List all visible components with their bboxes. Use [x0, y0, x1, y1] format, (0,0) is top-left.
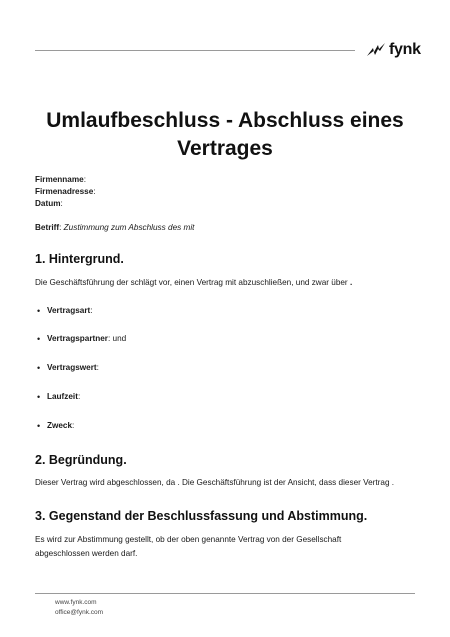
section-heading-justification: 2. Begründung.: [35, 453, 127, 467]
subject-line: [35, 222, 194, 233]
company-address-label: Firmenadresse: [35, 187, 94, 196]
company-meta: [35, 174, 96, 210]
footer-website[interactable]: www.fynk.com: [55, 599, 97, 606]
footer-email[interactable]: office@fynk.com: [55, 609, 104, 616]
list-item-label: Vertragspartner: [47, 334, 108, 343]
list-item-label: Laufzeit: [47, 392, 78, 401]
header-divider: [35, 50, 355, 51]
section-heading-resolution: 3. Gegenstand der Beschlussfassung und Abstimmung.: [35, 509, 368, 523]
footer: [55, 598, 103, 618]
brand-name: fynk: [389, 41, 421, 58]
list-item-label: Vertragsart: [47, 306, 91, 315]
list-item-value: :: [90, 306, 93, 315]
company-name-separator: :: [83, 175, 86, 184]
brand-logo[interactable]: [366, 40, 421, 60]
section-body-justification: Dieser Vertrag wird abgeschlossen, da . Die Geschäftsführung ist der Ansicht, dass dieser Vertrag .: [35, 478, 395, 487]
subject-label: Betriff: [35, 223, 60, 232]
document-title: Umlaufbeschluss - Abschluss eines Vertrages: [46, 109, 404, 161]
background-text-end: .: [349, 278, 353, 287]
list-item-value: :: [96, 363, 99, 372]
subject-separator: :: [59, 223, 64, 232]
list-item-value: : und: [107, 334, 127, 343]
date-label: Datum: [35, 199, 61, 208]
company-address-row: [35, 186, 96, 198]
subject-text: Zustimmung zum Abschluss des mit: [63, 223, 195, 232]
date-row: [35, 198, 96, 210]
bird-logo-icon: [366, 41, 386, 59]
list-item: [35, 420, 74, 432]
section-body-background: [35, 276, 420, 290]
list-item: [35, 391, 80, 403]
background-text: Die Geschäftsführung der schlägt vor, einen Vertrag mit abzuschließen, und zwar über: [35, 278, 350, 287]
list-item-value: :: [77, 392, 81, 401]
company-name-row: [35, 174, 96, 186]
list-item-value: :: [72, 421, 75, 430]
company-address-separator: :: [93, 187, 96, 196]
list-item-label: Vertragswert: [47, 363, 97, 372]
list-item: [35, 333, 126, 345]
section-heading-background: 1. Hintergrund.: [35, 252, 124, 266]
footer-divider: [35, 593, 415, 594]
company-name-label: Firmenname: [35, 175, 84, 184]
list-item: [35, 305, 93, 317]
section-body-resolution: Es wird zur Abstimmung gestellt, ob der oben genannte Vertrag von der Gesellschaft abgeschlossen werden darf.: [35, 535, 342, 558]
date-separator: :: [60, 199, 63, 208]
list-item-label: Zweck: [47, 421, 73, 430]
list-item: [35, 362, 99, 374]
